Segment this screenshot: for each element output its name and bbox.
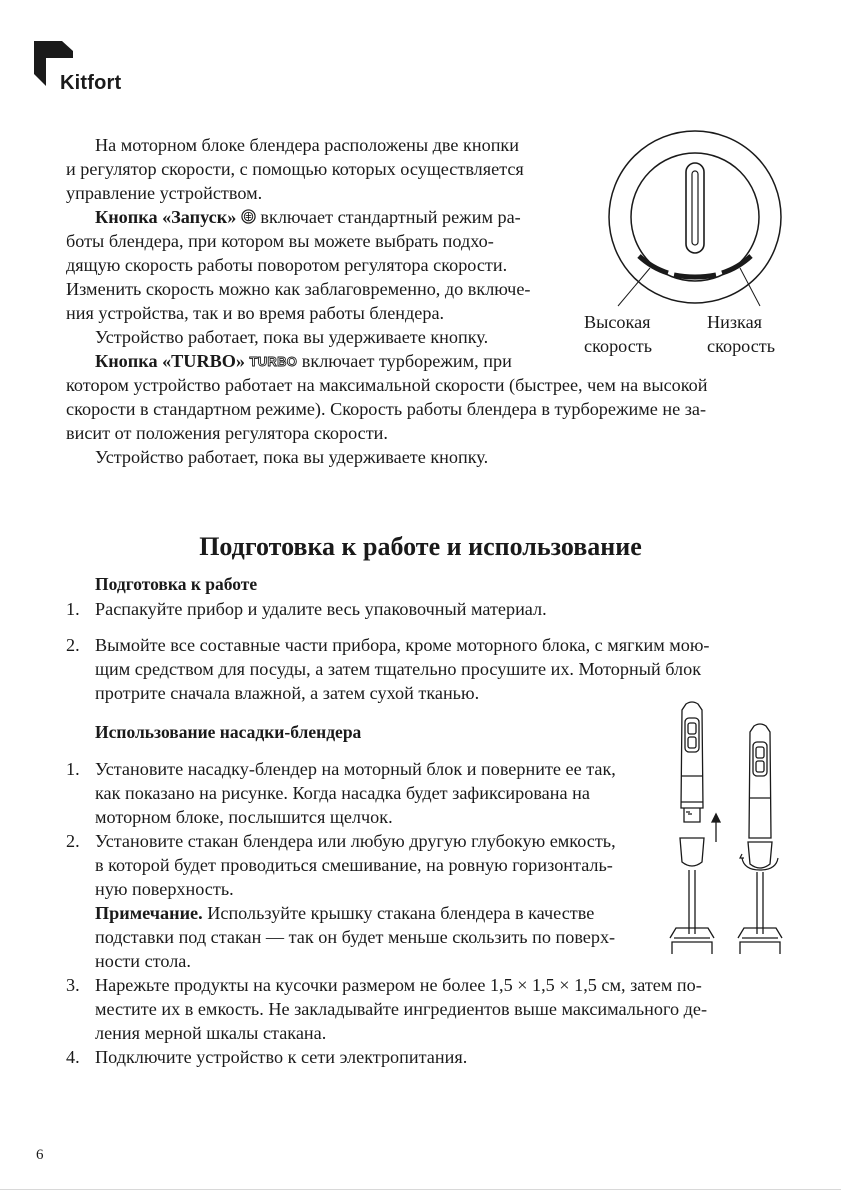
intro-line: Устройство работает, пока вы удерживаете кнопку. [95,327,489,347]
note-label: Примечание. [95,903,203,923]
list-item: Нарежьте продукты на кусочки размером не более 1,5 × 1,5 × 1,5 см, затем по- [95,975,702,995]
list-item: щим средством для посуды, а затем тщательно просушите их. Моторный блок [95,659,702,679]
turbo-button-text: включает турборежим, при [301,351,512,371]
intro-line: котором устройство работает на максимальной скорости (быстрее, чем на высокой [66,375,708,395]
note [95,901,594,925]
start-button-text: включает стандартный режим ра- [260,207,521,227]
high-speed-label: Высокая [584,312,651,332]
speed-dial-icon [606,128,784,326]
intro-line: дящую скорость работы поворотом регулятора скорости. [66,255,508,275]
list-item: в которой будет проводиться смешивание, на ровную горизонталь- [95,855,613,875]
use-title: Использование насадки-блендера [95,722,362,742]
list-number: 2. [66,831,80,851]
list-item: Установите стакан блендера или любую другую глубокую емкость, [95,831,616,851]
list-item: ную поверхность. [95,879,234,899]
high-speed-label: скорость [584,336,653,356]
list-item: Распакуйте прибор и удалите весь упаковочный материал. [95,599,547,619]
section-title: Подготовка к работе и использование [199,532,642,561]
list-item: как показано на рисунке. Когда насадка будет зафиксирована на [95,783,590,803]
intro-line: скорости в стандартном режиме). Скорость работы блендера в турборежиме не за- [66,399,707,419]
note-text: Используйте крышку стакана блендера в качестве [207,903,595,923]
list-item: местите их в емкость. Не закладывайте ингредиентов выше максимального де- [95,999,708,1019]
note-line: подставки под стакан — так он будет меньше скользить по поверх- [95,927,616,947]
low-speed-label: скорость [707,336,776,356]
list-item: Подключите устройство к сети электропитания. [95,1047,468,1067]
turbo-button-desc [95,349,512,374]
start-button-icon [241,209,256,224]
intro-line: Изменить скорость можно как заблаговременно, до включе- [66,279,531,299]
intro-line: боты блендера, при котором вы можете выбрать подхо- [66,231,494,251]
prep-title: Подготовка к работе [95,574,258,594]
intro-line: Устройство работает, пока вы удерживаете кнопку. [95,447,489,467]
intro-line: управление устройством. [66,183,263,203]
turbo-icon: TURBO [249,354,298,369]
list-number: 3. [66,975,80,995]
list-item: протрите сначала влажной, а затем сухой тканью. [95,683,480,703]
list-number: 1. [66,599,80,619]
intro-line: и регулятор скорости, с помощью которых осуществляется [66,159,524,179]
list-number: 4. [66,1047,80,1067]
turbo-button-label: Кнопка «TURBO» [95,351,245,371]
low-speed-label: Низкая [707,312,763,332]
list-item: моторном блоке, послышится щелчок. [95,807,393,827]
start-button-label: Кнопка «Запуск» [95,207,237,227]
intro-line: висит от положения регулятора скорости. [66,423,388,443]
page-edge-divider [0,1189,841,1190]
start-button-desc [95,205,521,229]
list-number: 2. [66,635,80,655]
list-item: ления мерной шкалы стакана. [95,1023,327,1043]
brand-name: Kitfort [60,72,122,94]
list-item: Установите насадку-блендер на моторный блок и поверните ее так, [95,759,616,779]
page-number: 6 [36,1147,44,1163]
list-number: 1. [66,759,80,779]
intro-line: На моторном блоке блендера расположены две кнопки [95,135,520,155]
note-line: ности стола. [95,951,191,971]
intro-line: ния устройства, так и во время работы блендера. [66,303,445,323]
list-item: Вымойте все составные части прибора, кроме моторного блока, с мягким мою- [95,635,710,655]
blender-assembly-icon [664,698,794,960]
